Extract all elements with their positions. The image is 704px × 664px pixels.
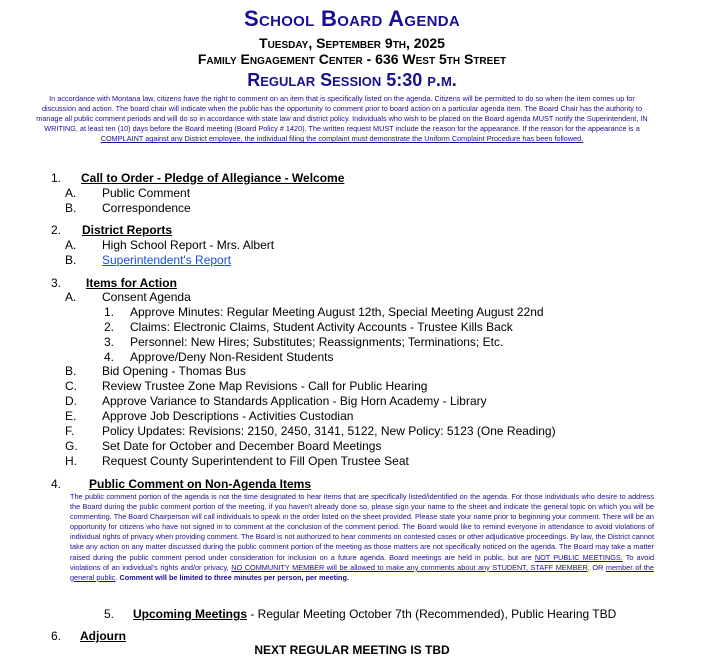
section-5-text: - Regular Meeting October 7th (Recommended), Public Hearing TBD — [247, 607, 617, 621]
section-3-number: 3. — [51, 276, 62, 290]
section-1-number: 1. — [51, 171, 62, 185]
section-2-number: 2. — [51, 223, 62, 237]
subitem-1-number: 1. — [104, 305, 115, 319]
item-3c-letter: C. — [65, 379, 77, 393]
next-meeting-note: NEXT REGULAR MEETING IS TBD — [254, 643, 450, 657]
item-3c-text: Review Trustee Zone Map Revisions - Call for Public Hearing — [102, 379, 428, 393]
item-3a-letter: A. — [65, 290, 77, 304]
subitem-2-number: 2. — [104, 320, 115, 334]
not-public-meetings-text: NOT PUBLIC MEETINGS. — [534, 552, 623, 562]
notice-complaint-text: COMPLAINT against any District employee, the individual filing the complaint must demonstrate the Uniform Complaint Procedure has been followed. — [100, 134, 584, 144]
item-2a-text: High School Report - Mrs. Albert — [102, 238, 275, 252]
item-1b-text: Correspondence — [102, 201, 191, 215]
item-1a-letter: A. — [65, 186, 77, 200]
period-text: . — [115, 572, 120, 582]
subitem-1-text: Approve Minutes: Regular Meeting August 12th, Special Meeting August 22nd — [130, 305, 544, 319]
subitem-4-text: Approve/Deny Non-Resident Students — [130, 350, 334, 364]
public-comment-notice — [36, 94, 648, 144]
item-3e-letter: E. — [65, 409, 77, 423]
section-3-title: Items for Action — [86, 276, 177, 290]
notice-text: In accordance with Montana law, citizens have the right to comment on an item that is specifically listed on the agenda. Citizens will be permitted to do so when the item comes up for discussion and action. The board chair will indicate when the public has the opportunity to comment prior to board action on a particular agenda item. The Board Chair has the authority to manage all public comment periods and will do so in accordance with state law and district policy. Individuals who wish to be placed on the Board agenda MUST notify the Superintendent, IN WRITING, at least ten (10) days before the Board meeting (Board Policy # 1420). The written request MUST include the reason for the appearance. If the reason for the appearance is a — [36, 94, 648, 134]
item-3f-text: Policy Updates: Revisions: 2150, 2450, 3141, 5122, New Policy: 5123 (One Reading) — [102, 424, 556, 438]
item-3a-text: Consent Agenda — [102, 290, 191, 304]
item-3h-letter: H. — [65, 454, 77, 468]
item-3b-text: Bid Opening - Thomas Bus — [102, 364, 246, 378]
item-2a-letter: A. — [65, 238, 77, 252]
item-3d-letter: D. — [65, 394, 77, 408]
subitem-2-text: Claims: Electronic Claims, Student Activity Accounts - Trustee Kills Back — [130, 320, 513, 334]
privacy-text: To avoid violations of an individual's rights and/or privacy, — [70, 552, 655, 572]
section-4-number: 4. — [51, 477, 62, 491]
no-community-member-text: NO COMMUNITY MEMBER will be allowed to make any comments about any STUDENT, STAFF MEMBER — [231, 562, 588, 572]
item-3g-text: Set Date for October and December Board Meetings — [102, 439, 382, 453]
public-comment-rules — [70, 492, 654, 583]
section-6-title: Adjourn — [80, 629, 126, 643]
subitem-3-number: 3. — [104, 335, 115, 349]
time-limit-text: Comment will be limited to three minutes per person, per meeting. — [119, 572, 349, 582]
meeting-location: Family Engagement Center - 636 West 5th Street — [197, 51, 507, 67]
agenda-title: School Board Agenda — [243, 6, 461, 31]
general-public-text: member of the general public — [70, 562, 654, 582]
item-3e-text: Approve Job Descriptions - Activities Custodian — [102, 409, 354, 423]
item-3d-text: Approve Variance to Standards Application - Big Horn Academy - Library — [102, 394, 487, 408]
item-3h-text: Request County Superintendent to Fill Open Trustee Seat — [102, 454, 409, 468]
section-5-title: Upcoming Meetings — [133, 607, 248, 621]
item-2b-letter: B. — [65, 253, 77, 267]
item-3b-letter: B. — [65, 364, 77, 378]
subitem-3-text: Personnel: New Hires; Substitutes; Reassignments; Terminations; Etc. — [130, 335, 504, 349]
section-1-title: Call to Order - Pledge of Allegiance - Welcome — [81, 171, 345, 185]
item-3f-letter: F. — [65, 424, 75, 438]
section-5-number: 5. — [104, 607, 115, 621]
section-4-title: Public Comment on Non-Agenda Items — [89, 477, 312, 491]
session-time: Regular Session 5:30 p.m. — [247, 70, 457, 90]
item-3g-letter: G. — [65, 439, 78, 453]
public-comment-text: The public comment portion of the agenda is not the time designated to hear items that are specifically listed/identified on the agenda. For those individuals who desire to address the Board during the public comment portion of the meeting, if you haven't already done so, please sign your name to the sheet and indicate the general topic on which you will be commenting. The Board Chairperson will call individuals to speak in the order listed on the sheet provided. Please state your name prior to beginning your comment. There will be an opportunity for citizens who have not signed in to comment at the conclusion of the comment period. The Board would like to remind everyone in attendance to avoid violations of individual rights of privacy when providing comment. The Board is not authorized to hear comments on contested cases or other adjudicative proceedings. By law, the District cannot take any action on any matter discussed during the public comment portion of the meeting as those matters are not specifically noticed on the agenda. The Board may take a matter raised during the public comment period under consideration for inclusion on a future agenda. Board meetings are held in public, but are — [70, 492, 654, 562]
item-1a-text: Public Comment — [102, 186, 191, 200]
meeting-date: Tuesday, September 9th, 2025 — [259, 35, 445, 51]
superintendent-report-link[interactable]: Superintendent's Report — [102, 253, 232, 267]
section-6-number: 6. — [51, 629, 62, 643]
section-5-line — [133, 607, 616, 621]
item-1b-letter: B. — [65, 201, 77, 215]
subitem-4-number: 4. — [104, 350, 115, 364]
or-text: , OR — [587, 562, 606, 572]
section-2-title: District Reports — [82, 223, 173, 237]
